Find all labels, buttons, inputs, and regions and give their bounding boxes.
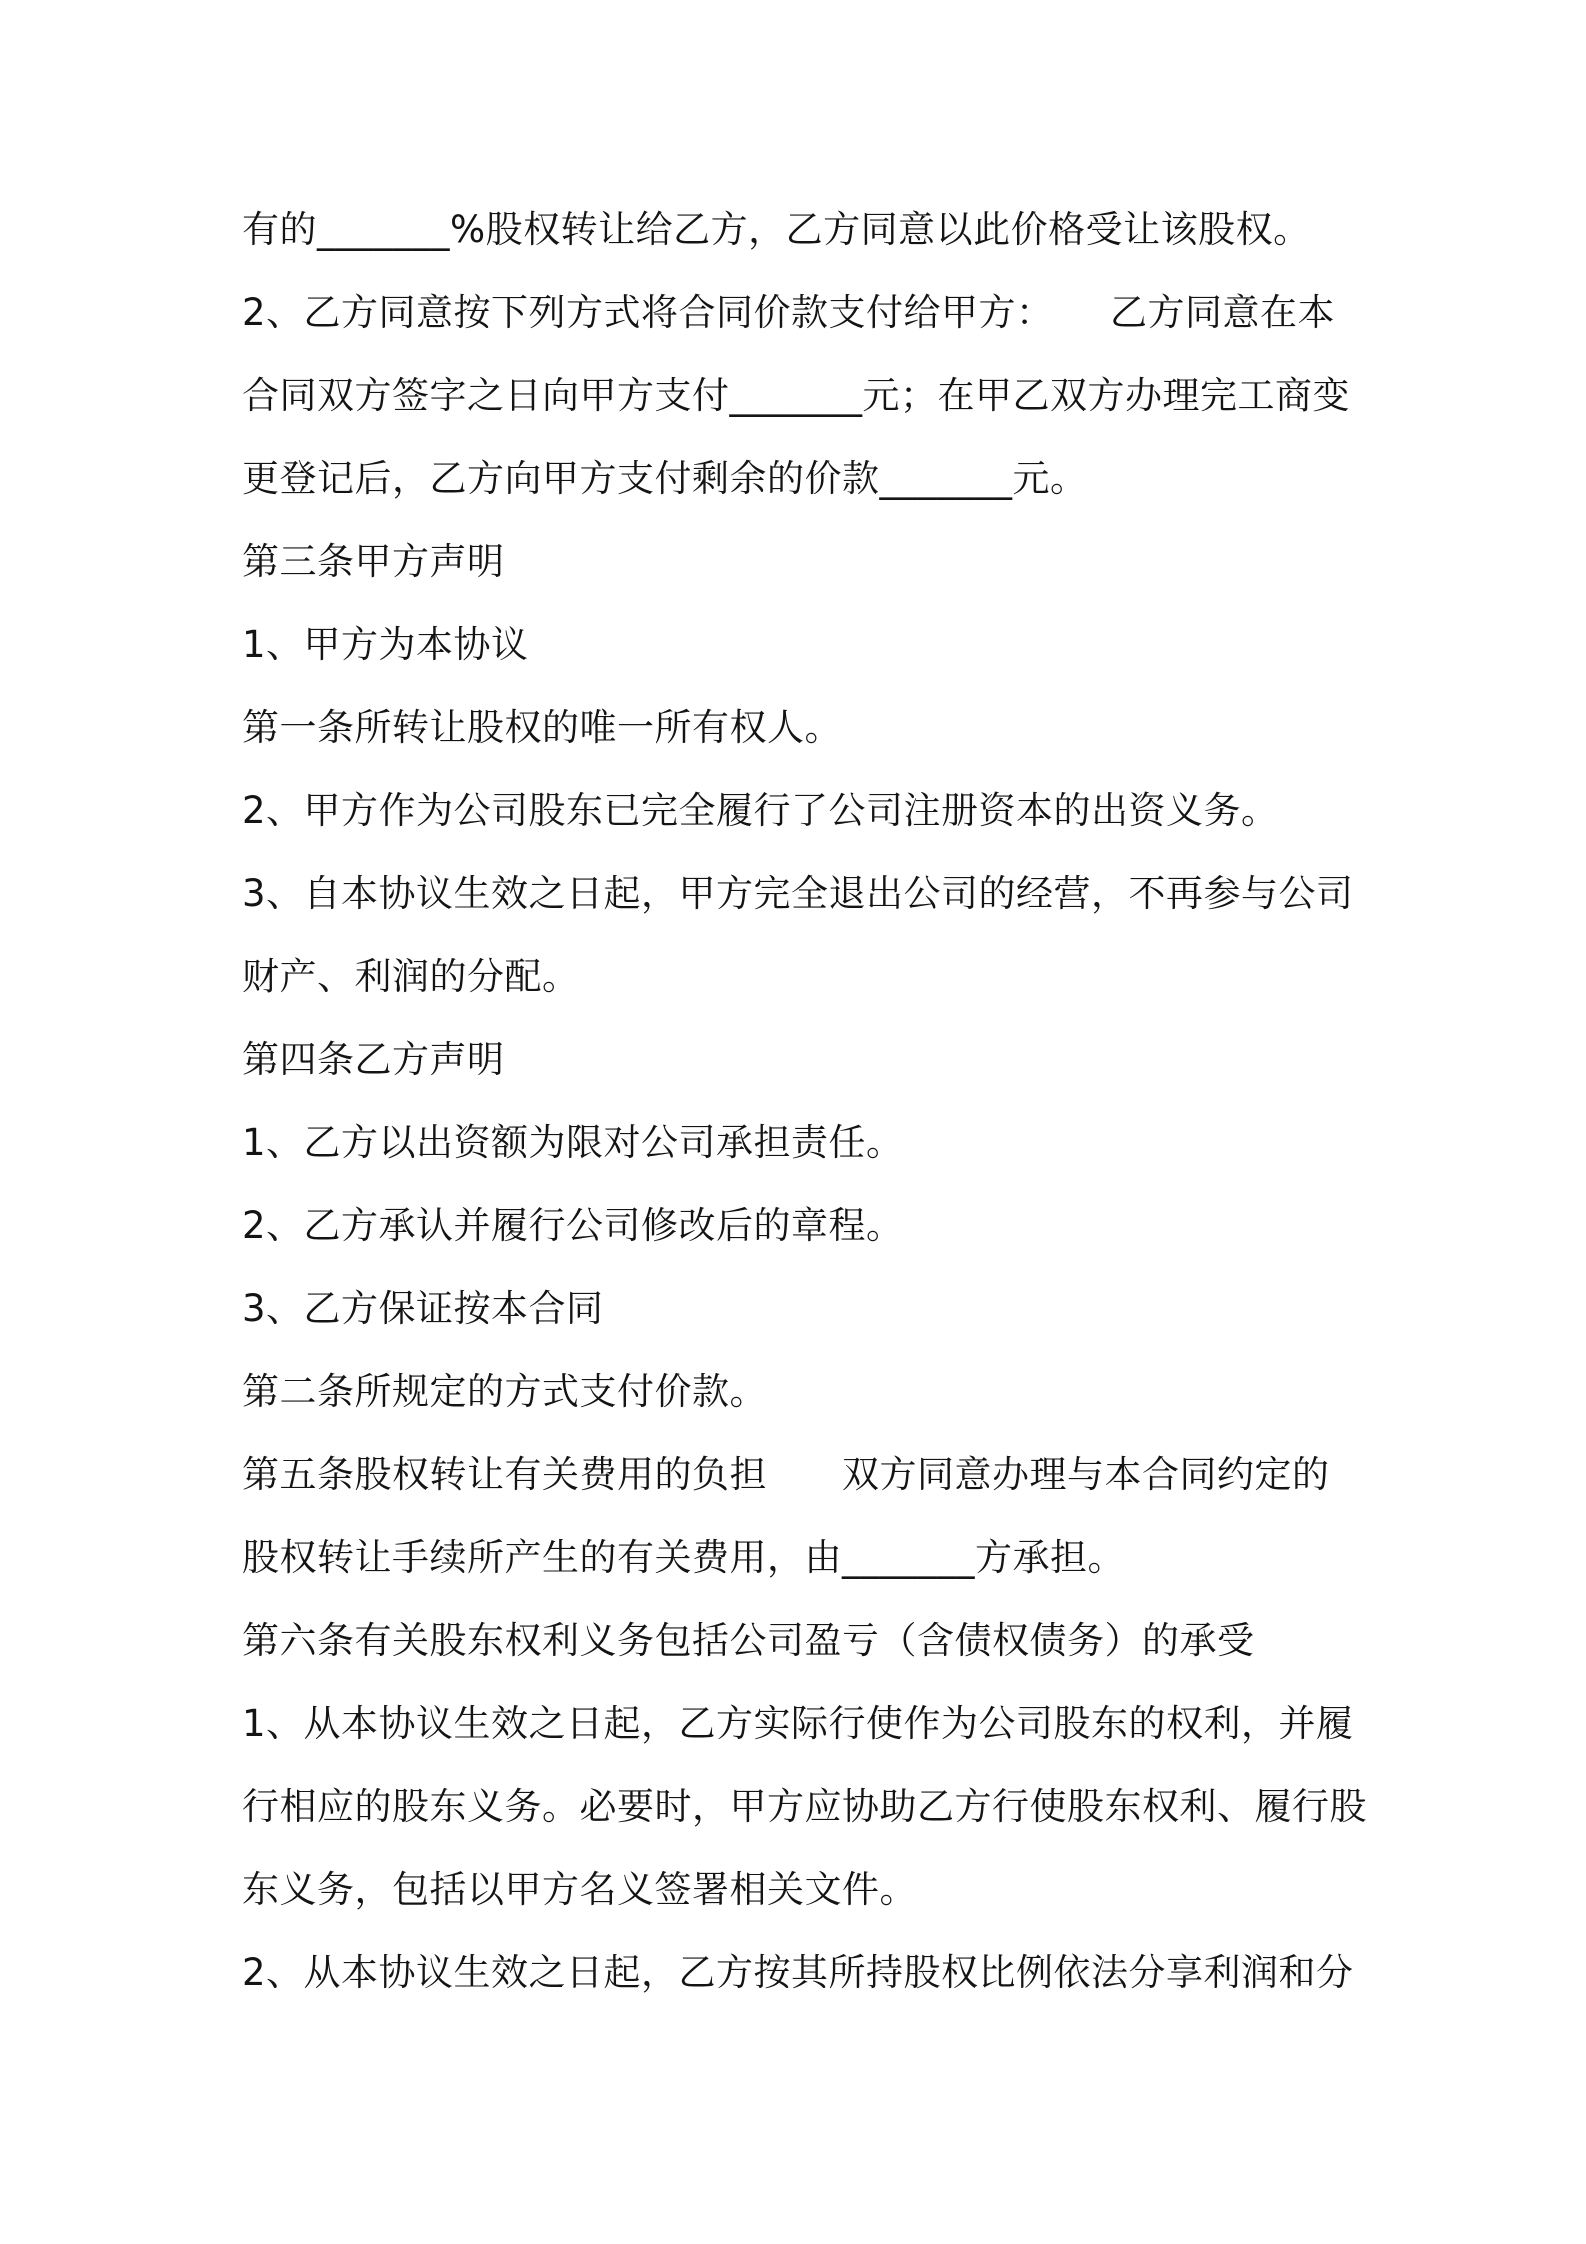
section-heading: 第六条有关股东权利义务包括公司盈亏（含债权债务）的承受 — [242, 1619, 1255, 1662]
section-heading: 第五条股权转让有关费用的负担 双方同意办理与本合同约定的 — [242, 1453, 1330, 1496]
text-line: 3、自本协议生效之日起，甲方完全退出公司的经营，不再参与公司 — [242, 872, 1354, 915]
section-heading: 第三条甲方声明 — [242, 540, 505, 583]
text-line: 1、甲方为本协议 — [242, 623, 529, 666]
text-line: 1、乙方以出资额为限对公司承担责任。 — [242, 1121, 904, 1164]
text-line: 财产、利润的分配。 — [242, 955, 580, 998]
text-line: 东义务，包括以甲方名义签署相关文件。 — [242, 1868, 917, 1911]
text-line: 合同双方签字之日向甲方支付_______元；在甲乙双方办理完工商变 — [242, 374, 1350, 417]
text-line: 股权转让手续所产生的有关费用，由_______方承担。 — [242, 1536, 1125, 1579]
text-line: 1、从本协议生效之日起，乙方实际行使作为公司股东的权利，并履 — [242, 1702, 1354, 1745]
text-line: 2、乙方同意按下列方式将合同价款支付给甲方： 乙方同意在本 — [242, 291, 1336, 334]
text-line: 3、乙方保证按本合同 — [242, 1287, 604, 1330]
text-line: 2、甲方作为公司股东已完全履行了公司注册资本的出资义务。 — [242, 789, 1279, 832]
text-line: 更登记后，乙方向甲方支付剩余的价款_______元。 — [242, 457, 1088, 500]
text-line: 行相应的股东义务。必要时，甲方应协助乙方行使股东权利、履行股 — [242, 1785, 1367, 1828]
text-line: 2、从本协议生效之日起，乙方按其所持股权比例依法分享利润和分 — [242, 1951, 1354, 1994]
text-line: 第二条所规定的方式支付价款。 — [242, 1370, 767, 1413]
text-line: 2、乙方承认并履行公司修改后的章程。 — [242, 1204, 904, 1247]
section-heading: 第四条乙方声明 — [242, 1038, 505, 1081]
text-line: 有的_______%股权转让给乙方，乙方同意以此价格受让该股权。 — [242, 208, 1311, 251]
text-line: 第一条所转让股权的唯一所有权人。 — [242, 706, 842, 749]
